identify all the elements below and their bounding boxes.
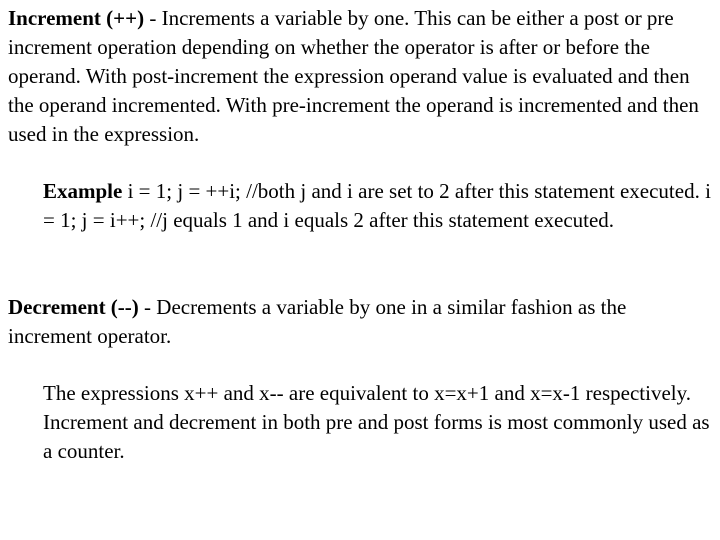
note-paragraph	[43, 379, 713, 466]
example-description: i = 1; j = ++i; //both j and i are set to 2 after this statement executed. i = 1; j = i++; //j equals 1 and i equals 2 after this statement executed.	[43, 179, 711, 232]
example-term: Example	[43, 179, 123, 203]
increment-paragraph	[8, 4, 714, 149]
decrement-paragraph	[8, 293, 714, 351]
decrement-description: - Decrements a variable by one in a similar fashion as the increment operator.	[8, 295, 627, 348]
example-paragraph	[43, 177, 713, 235]
increment-description: - Increments a variable by one. This can be either a post or pre increment operation depending on whether the operator is after or before the operand. With post-increment the expression operand value is evaluated and then the operand incremented. With pre-increment the operand is incremented and then used in the expression.	[8, 6, 699, 146]
note-text: The expressions x++ and x-- are equivalent to x=x+1 and x=x-1 respectively. Increment and decrement in both pre and post forms is most commonly used as a counter.	[43, 381, 710, 463]
decrement-term: Decrement (--)	[8, 295, 139, 319]
increment-term: Increment (++)	[8, 6, 145, 30]
